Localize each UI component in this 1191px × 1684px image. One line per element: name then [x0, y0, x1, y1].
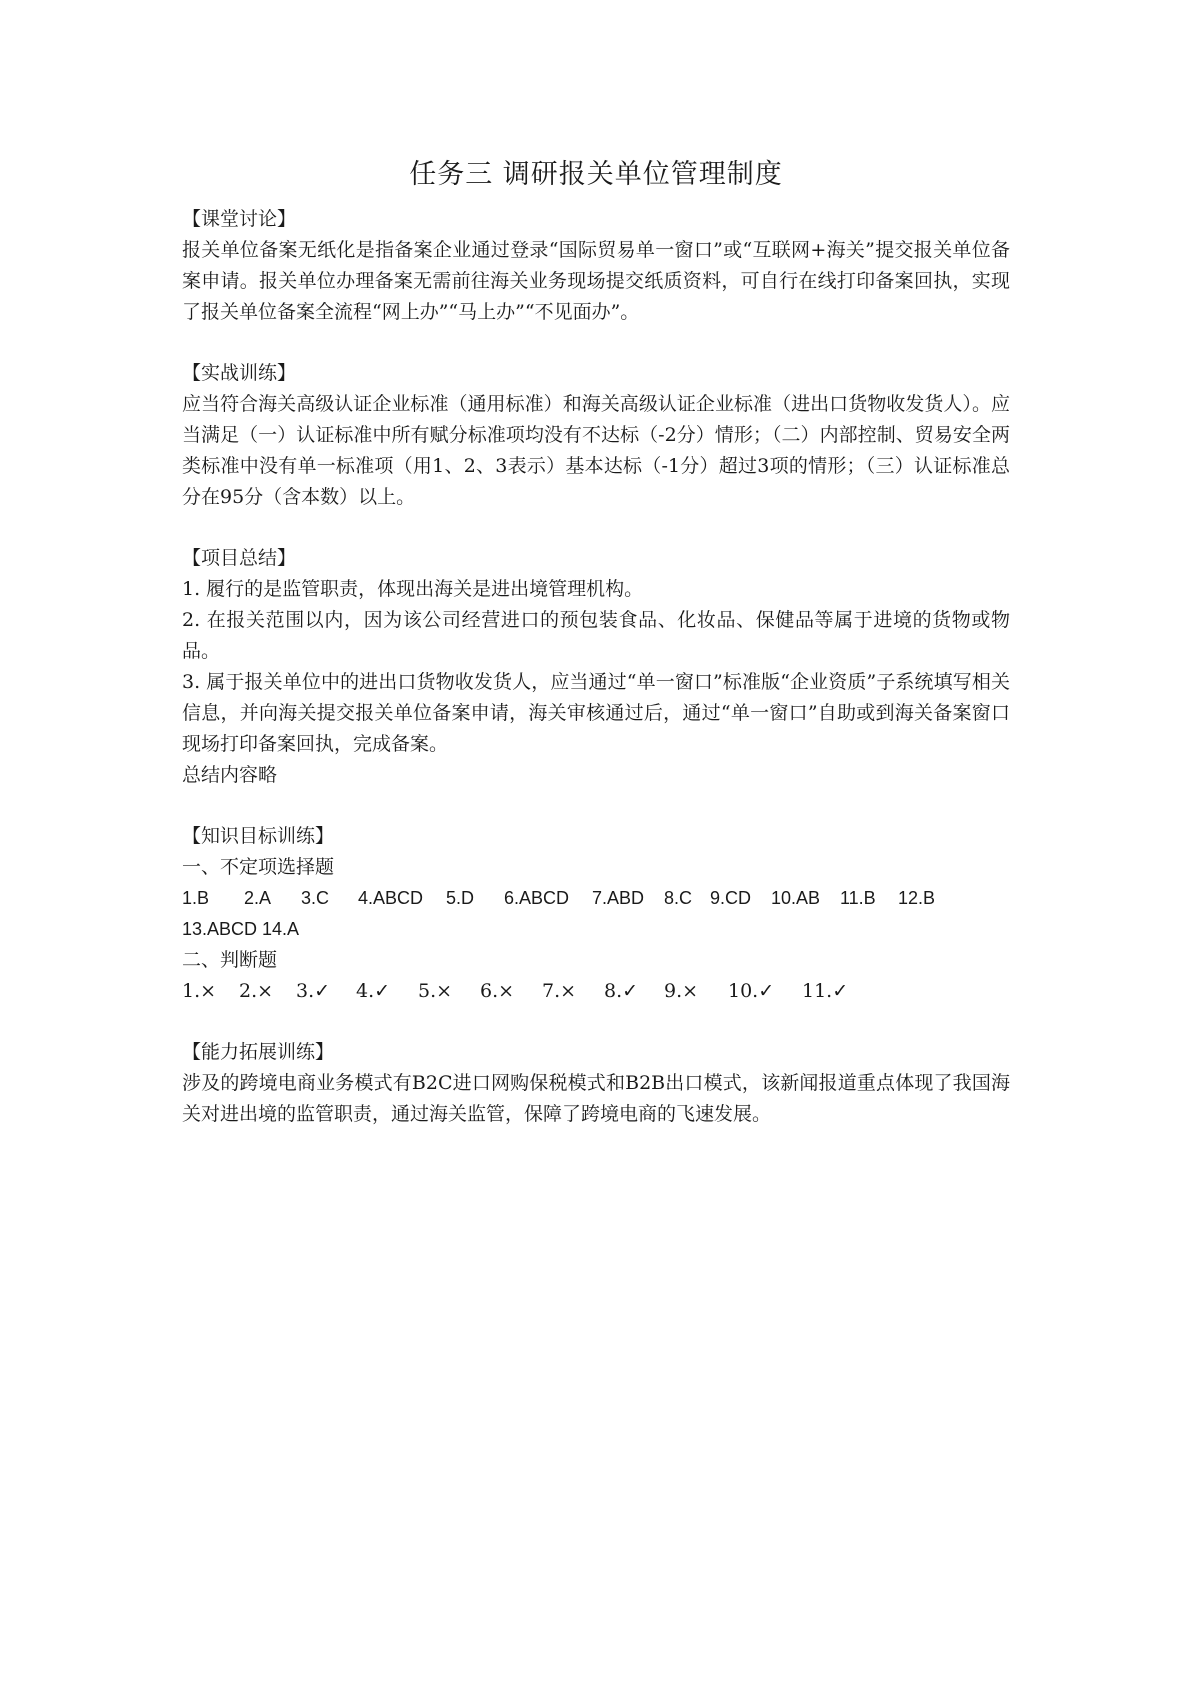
choice-answer: 3.C	[301, 888, 330, 908]
choice-answer: 12.B	[898, 888, 936, 908]
judge-answer: 11.✓	[802, 980, 849, 1002]
summary-item-2: 2. 在报关范围以内，因为该公司经营进口的预包装食品、化妆品、保健品等属于进境的货物或物品。	[182, 609, 1010, 662]
judge-answer: 4.✓	[356, 980, 391, 1002]
choice-heading: 一、不定项选择题	[182, 856, 335, 878]
choice-answer: 14.A	[262, 919, 300, 939]
choice-answer: 10.AB	[771, 888, 821, 908]
judge-answer: 7.×	[542, 980, 577, 1002]
judge-answer: 8.✓	[604, 980, 639, 1002]
judge-answer: 2.×	[239, 980, 274, 1002]
extension-heading: 【能力拓展训练】	[182, 1041, 335, 1063]
choice-answer: 2.A	[244, 888, 272, 908]
judge-answer: 9.×	[664, 980, 699, 1002]
judge-answer: 1.×	[182, 980, 217, 1002]
summary-item-1: 1. 履行的是监管职责，体现出海关是进出境管理机构。	[182, 578, 644, 600]
choice-answer: 9.CD	[710, 888, 752, 908]
choice-answer: 11.B	[840, 888, 876, 908]
judge-answer: 3.✓	[296, 980, 331, 1002]
spacer	[182, 328, 1010, 358]
page-title: 任务三 调研报关单位管理制度	[409, 159, 783, 190]
choice-answer: 13.ABCD	[182, 919, 258, 939]
discussion-heading: 【课堂讨论】	[182, 208, 297, 230]
spacer	[182, 513, 1010, 543]
judge-answer: 6.×	[480, 980, 515, 1002]
summary-heading: 【项目总结】	[182, 547, 297, 569]
judge-answer: 5.×	[418, 980, 453, 1002]
extension-text: 涉及的跨境电商业务模式有B2C进口网购保税模式和B2B出口模式，该新闻报道重点体现了我国海关对进出境的监管职责，通过海关监管，保障了跨境电商的飞速发展。	[182, 1072, 1010, 1125]
judge-answers	[182, 976, 1010, 1007]
choice-answer: 7.ABD	[592, 888, 645, 908]
summary-item-3: 3. 属于报关单位中的进出口货物收发货人，应当通过“单一窗口”标准版“企业资质”子系统填写相关信息，并向海关提交报关单位备案申请，海关审核通过后，通过“单一窗口”自助或到海关备案窗口现场打印备案回执，完成备案。	[182, 671, 1010, 755]
practice-text: 应当符合海关高级认证企业标准（通用标准）和海关高级认证企业标准（进出口货物收发货人）。应当满足（一）认证标准中所有赋分标准项均没有不达标（-2分）情形；（二）内部控制、贸易安全两类标准中没有单一标准项（用1、2、3表示）基本达标（-1分）超过3项的情形；（三）认证标准总分在95分（含本数）以上。	[182, 393, 1010, 508]
summary-note: 总结内容略	[182, 764, 278, 786]
choice-answer: 1.B	[182, 888, 210, 908]
choice-answer: 5.D	[446, 888, 475, 908]
judge-answer: 10.✓	[728, 980, 775, 1002]
judge-heading: 二、判断题	[182, 949, 278, 971]
knowledge-heading: 【知识目标训练】	[182, 825, 335, 847]
spacer	[182, 1007, 1010, 1037]
choice-answers	[182, 883, 1010, 945]
practice-heading: 【实战训练】	[182, 362, 297, 384]
choice-answer: 4.ABCD	[358, 888, 424, 908]
discussion-text: 报关单位备案无纸化是指备案企业通过登录“国际贸易单一窗口”或“互联网+海关”提交报关单位备案申请。报关单位办理备案无需前往海关业务现场提交纸质资料，可自行在线打印备案回执，实现了报关单位备案全流程“网上办”“马上办”“不见面办”。	[182, 239, 1010, 323]
choice-answer: 6.ABCD	[504, 888, 570, 908]
document-page	[182, 148, 1010, 1130]
spacer	[182, 791, 1010, 821]
choice-answer: 8.C	[664, 888, 693, 908]
